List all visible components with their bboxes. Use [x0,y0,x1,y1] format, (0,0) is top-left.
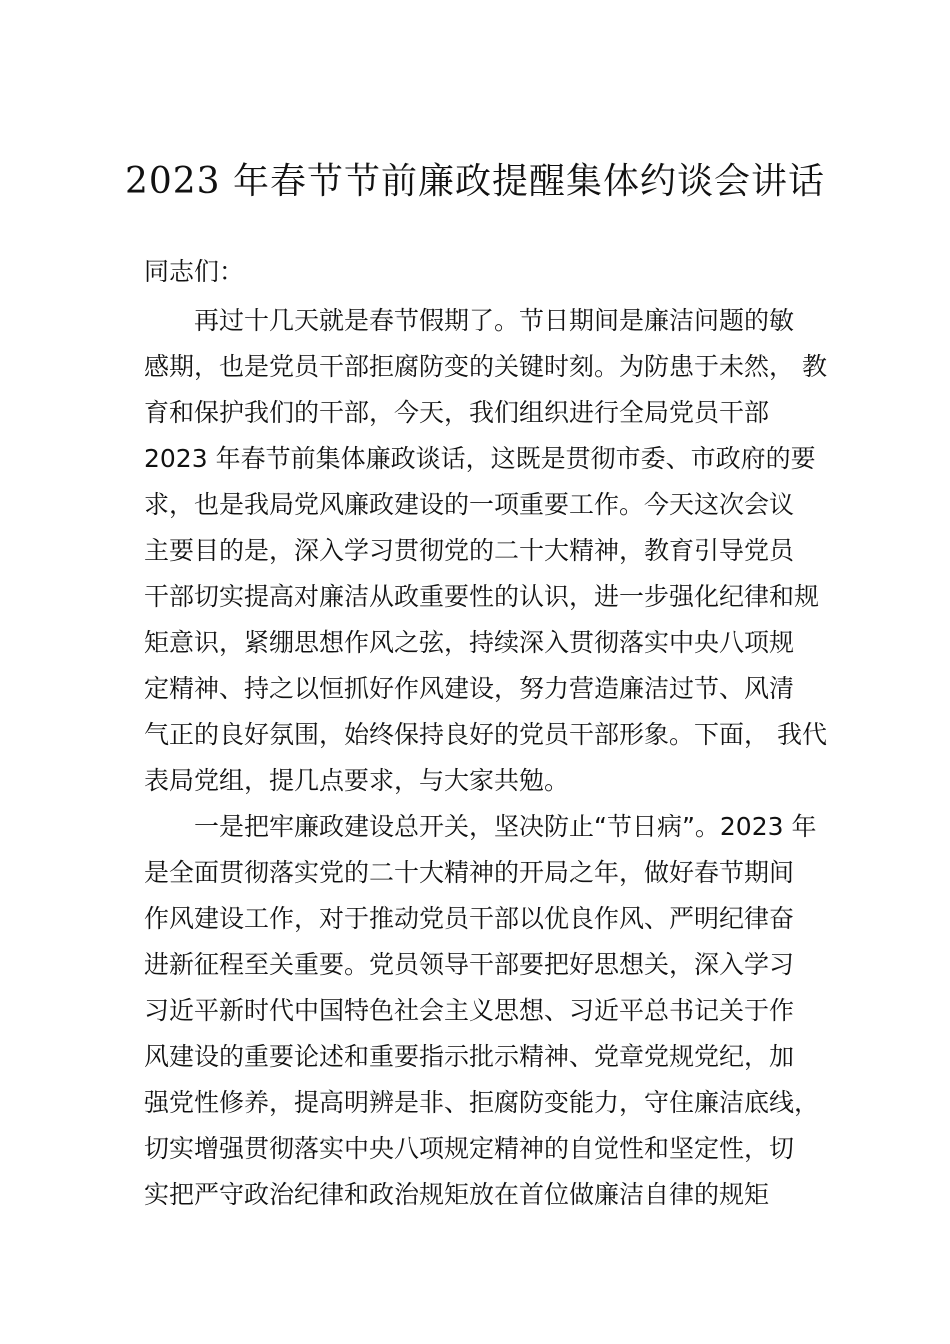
paragraph-line: 矩意识，紧绷思想作风之弦，持续深入贯彻落实中央八项规 [144,628,795,657]
paragraph-line: 求，也是我局党风廉政建设的一项重要工作。今天这次会议 [144,490,795,519]
paragraph-line: 再过十几天就是春节假期了。节日期间是廉洁问题的敏 [194,306,795,335]
paragraph-line: 干部切实提高对廉洁从政重要性的认识，进一步强化纪律和规 [144,582,820,611]
paragraph-line: 感期，也是党员干部拒腐防变的关键时刻。为防患于未然， 教 [144,352,827,381]
paragraph-line: 定精神、持之以恒抓好作风建设，努力营造廉洁过节、风清 [144,674,795,703]
paragraph-line: 切实增强贯彻落实中央八项规定精神的自觉性和坚定性，切 [144,1134,795,1163]
paragraph-line: 育和保护我们的干部，今天，我们组织进行全局党员干部 [144,398,770,427]
paragraph-line: 风建设的重要论述和重要指示批示精神、党章党规党纪，加 [144,1042,795,1071]
paragraph-line: 2023 年春节前集体廉政谈话，这既是贯彻市委、市政府的要 [144,444,816,473]
paragraph-line: 强党性修养，提高明辨是非、拒腐防变能力，守住廉洁底线， [144,1088,820,1117]
paragraph-line: 表局党组，提几点要求，与大家共勉。 [144,766,570,795]
document-title: 2023 年春节节前廉政提醒集体约谈会讲话 [124,161,826,202]
paragraph-line: 作风建设工作，对于推动党员干部以优良作风、严明纪律奋 [144,904,795,933]
paragraph-line: 实把严守政治纪律和政治规矩放在首位做廉洁自律的规矩 [144,1180,770,1209]
salutation: 同志们： [144,257,245,286]
paragraph-line: 进新征程至关重要。党员领导干部要把好思想关，深入学习 [144,950,795,979]
paragraph-line: 是全面贯彻落实党的二十大精神的开局之年，做好春节期间 [144,858,795,887]
document-body [144,298,834,1218]
paragraph-line: 一是把牢廉政建设总开关，坚决防止“节日病”。2023 年 [194,812,817,841]
paragraph-line: 主要目的是，深入学习贯彻党的二十大精神，教育引导党员 [144,536,795,565]
paragraph-line: 习近平新时代中国特色社会主义思想、习近平总书记关于作 [144,996,795,1025]
paragraph-line: 气正的良好氛围，始终保持良好的党员干部形象。下面， 我代 [144,720,827,749]
